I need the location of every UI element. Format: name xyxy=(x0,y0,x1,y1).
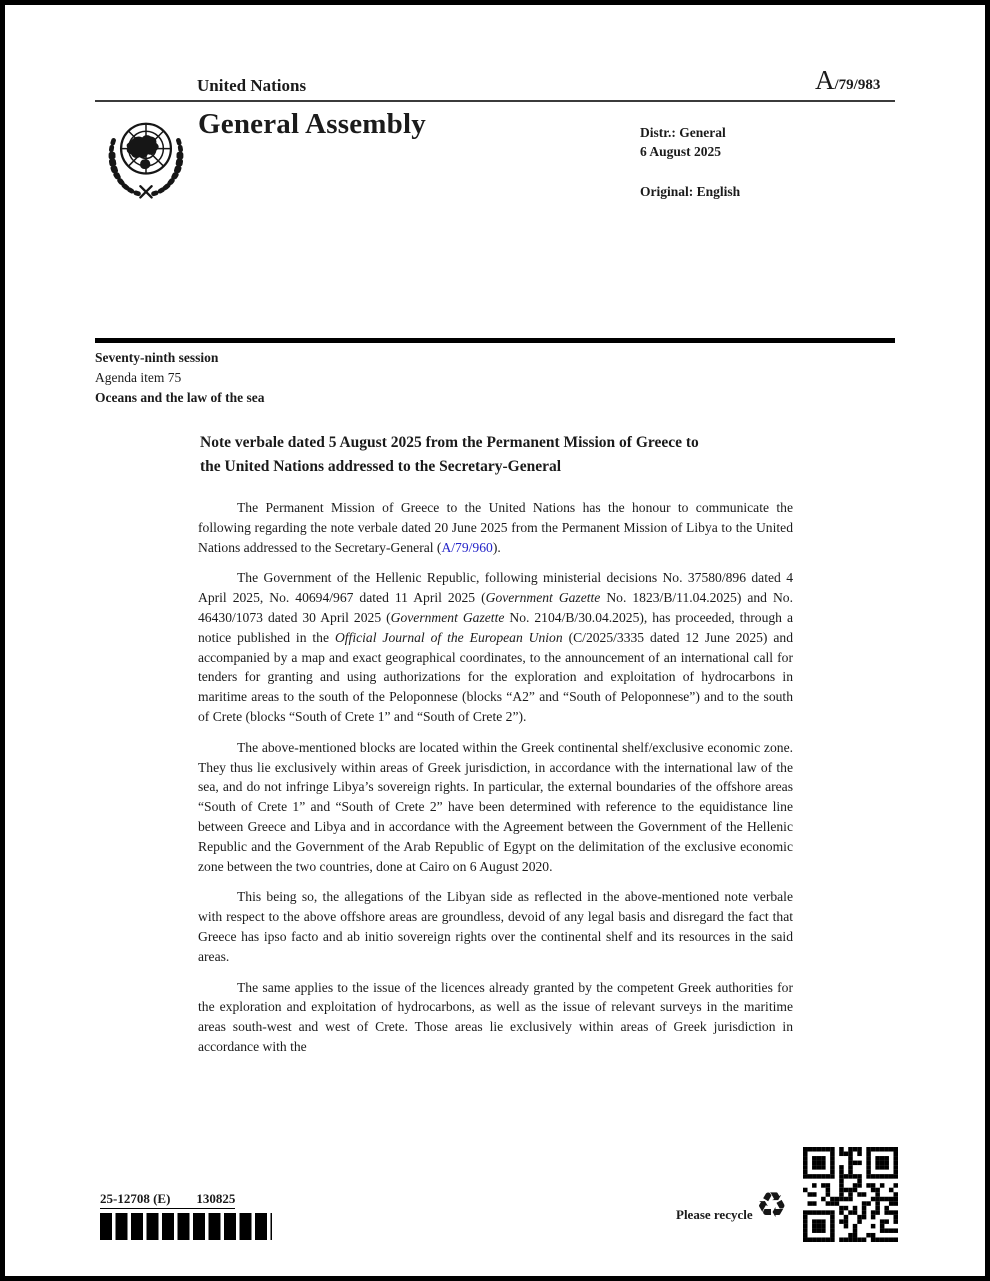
document-reference-link[interactable]: A/79/960 xyxy=(441,539,493,555)
recycle-icon: ♻ xyxy=(756,1186,788,1226)
un-emblem-icon xyxy=(99,111,193,203)
qr-code-svg xyxy=(803,1147,898,1242)
job-number-line xyxy=(100,1191,235,1209)
distr-line: Distr.: General xyxy=(640,125,726,140)
italic-citation: Government Gazette xyxy=(390,609,505,625)
body-paragraph: The Government of the Hellenic Republic, following ministerial decisions No. 37580/896 dated 4 April 2025, No. 40694/967 dated 11 April 2025 (Government Gazette No. 1823/B/11.04.2025) and No. 46430/1073 dated 30 April 2025 (Government Gazette No. 2104/B/30.04.2025), has proceeded, through a notice published in the Official Journal of the European Union (C/2025/3335 dated 12 June 2025) and accompanied by a map and exact geographical coordinates, to the announcement of an international call for tenders for granting and using authorizations for the exploration and exploitation of hydrocarbons in maritime areas to the south of the Peloponnese (blocks “A2” and “South of Peloponnese”) and to the south of Crete (blocks “South of Crete 1” and “South of Crete 2”). xyxy=(198,570,793,724)
body-paragraph: The same applies to the issue of the licences already granted by the competent Greek authorities for the exploration and exploitation of hydrocarbons, as well as the issue of relevant surveys in the maritime areas south-west and west of Crete. Those areas lie exclusively within areas of Greek jurisdiction in accordance with the xyxy=(198,979,793,1054)
document-symbol xyxy=(815,65,880,96)
job-number: 25-12708 (E) xyxy=(100,1191,171,1206)
document-symbol-letter: A xyxy=(815,65,835,95)
please-recycle-label: Please recycle xyxy=(676,1207,753,1222)
body-paragraph: The above-mentioned blocks are located within the Greek continental shelf/exclusive economic zone. They thus lie exclusively within areas of Greek jurisdiction, in accordance with the international law of the sea, and do not infringe Libya’s sovereign rights. In particular, the external boundaries of the offshore areas “South of Crete 1” and “South of Crete 2” have been determined with reference to the equidistance line between Greece and Libya and in accordance with the Agreement between the Government of the Hellenic Republic and the Government of the Arab Republic of Egypt on the delimitation of the exclusive economic zone between the two countries, done at Cairo on 6 August 2020. xyxy=(198,739,793,874)
italic-citation: Official Journal of the European Union xyxy=(334,629,563,645)
note-title: Note verbale dated 5 August 2025 from the Permanent Mission of Greece to the United Nations addressed to the Secretary-General xyxy=(200,434,699,475)
date-line: 6 August 2025 xyxy=(640,144,722,159)
organ-title: General Assembly xyxy=(198,108,426,140)
barcode xyxy=(100,1213,272,1240)
agenda-item: Agenda item 75 xyxy=(95,370,182,385)
distribution-block xyxy=(640,123,740,201)
body-paragraph: This being so, the allegations of the Libyan side as reflected in the above-mentioned note verbale with respect to the above offshore areas are groundless, devoid of any legal basis and disregard the fact that Greece has ipso facto and ab initio sovereign rights over the continental shelf and its resources in the said areas. xyxy=(198,889,793,964)
header-rule-thin xyxy=(95,100,895,102)
qr-code-icon xyxy=(803,1147,898,1242)
italic-citation: Government Gazette xyxy=(485,590,601,606)
body-paragraph: The Permanent Mission of Greece to the United Nations has the honour to communicate the following regarding the note verbale dated 20 June 2025 from the Permanent Mission of Libya to the United Nations addressed to the Secretary-General (A/79/960). xyxy=(198,500,793,555)
document-body xyxy=(198,498,793,1068)
org-name: United Nations xyxy=(197,76,307,95)
session-block xyxy=(95,348,265,408)
job-date-code: 130825 xyxy=(196,1191,236,1206)
original-language-line: Original: English xyxy=(640,184,741,199)
session-title: Seventy-ninth session xyxy=(95,350,219,365)
document-symbol-number: /79/983 xyxy=(834,77,881,93)
agenda-topic: Oceans and the law of the sea xyxy=(95,390,265,405)
header-rule-thick xyxy=(95,338,895,343)
